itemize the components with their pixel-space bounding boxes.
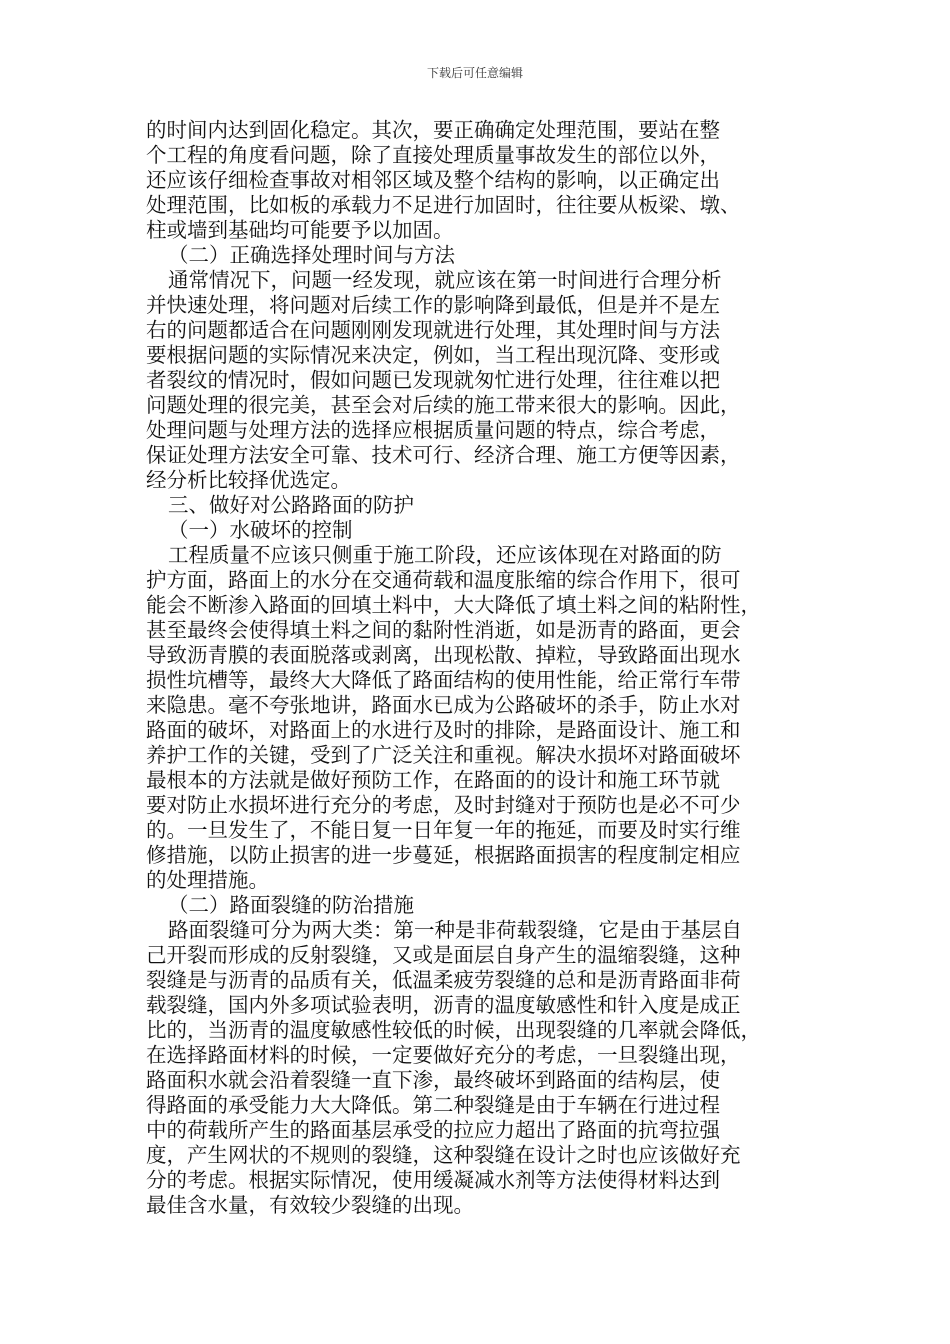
text-line: 分的考虑。根据实际情况，使用缓凝减水剂等方法使得材料达到 bbox=[146, 1168, 720, 1192]
document-body bbox=[146, 118, 806, 1218]
text-line: 比的，当沥青的温度敏感性较低的时候，出现裂缝的几率就会降低， bbox=[146, 1018, 761, 1042]
text-line: 路面积水就会沿着裂缝一直下渗，最终破坏到路面的结构层，使 bbox=[146, 1068, 720, 1092]
text-line: 处理范围，比如板的承载力不足进行加固时，往往要从板梁、墩、 bbox=[146, 193, 741, 217]
text-line: 处理问题与处理方法的选择应根据质量问题的特点，综合考虑， bbox=[146, 418, 720, 442]
page-header: 下载后可任意编辑 bbox=[426, 66, 523, 80]
text-line: 甚至最终会使得填土料之间的黏附性消逝，如是沥青的路面，更会 bbox=[146, 618, 741, 642]
text-line: 要对防止水损坏进行充分的考虑，及时封缝对于预防也是必不可少 bbox=[146, 793, 741, 817]
text-line: 载裂缝，国内外多项试验表明，沥青的温度敏感性和针入度是成正 bbox=[146, 993, 741, 1017]
text-line: 路面裂缝可分为两大类：第一种是非荷载裂缝，它是由于基层自 bbox=[168, 918, 742, 942]
text-line: 的时间内达到固化稳定。其次，要正确确定处理范围，要站在整 bbox=[146, 118, 720, 142]
text-line: 者裂纹的情况时，假如问题已发现就匆忙进行处理，往往难以把 bbox=[146, 368, 720, 392]
text-line: 右的问题都适合在问题刚刚发现就进行处理，其处理时间与方法 bbox=[146, 318, 720, 342]
text-line: 得路面的承受能力大大降低。第二种裂缝是由于车辆在行进过程 bbox=[146, 1093, 720, 1117]
text-line: 并快速处理，将问题对后续工作的影响降到最低，但是并不是左 bbox=[146, 293, 720, 317]
text-line: 最佳含水量，有效较少裂缝的出现。 bbox=[146, 1193, 474, 1217]
text-line: 问题处理的很完美，甚至会对后续的施工带来很大的影响。因此， bbox=[146, 393, 741, 417]
text-line: 护方面，路面上的水分在交通荷载和温度胀缩的综合作用下，很可 bbox=[146, 568, 741, 592]
text-line: 导致沥青膜的表面脱落或剥离，出现松散、掉粒，导致路面出现水 bbox=[146, 643, 741, 667]
text-line: 柱或墙到基础均可能要予以加固。 bbox=[146, 218, 454, 242]
text-line: 保证处理方法安全可靠、技术可行、经济合理、施工方便等因素， bbox=[146, 443, 741, 467]
text-line: 损性坑槽等，最终大大降低了路面结构的使用性能，给正常行车带 bbox=[146, 668, 741, 692]
text-line: 中的荷载所产生的路面基层承受的拉应力超出了路面的抗弯拉强 bbox=[146, 1118, 720, 1142]
text-line: 经分析比较择优选定。 bbox=[146, 468, 351, 492]
text-line: 要根据问题的实际情况来决定，例如，当工程出现沉降、变形或 bbox=[146, 343, 720, 367]
text-line: （一）水破坏的控制 bbox=[168, 518, 353, 542]
text-line: 裂缝是与沥青的品质有关，低温柔疲劳裂缝的总和是沥青路面非荷 bbox=[146, 968, 741, 992]
text-line: 在选择路面材料的时候，一定要做好充分的考虑，一旦裂缝出现， bbox=[146, 1043, 741, 1067]
text-line: 养护工作的关键，受到了广泛关注和重视。解决水损坏对路面破坏 bbox=[146, 743, 741, 767]
text-line: 通常情况下，问题一经发现，就应该在第一时间进行合理分析 bbox=[168, 268, 722, 292]
text-line: 工程质量不应该只侧重于施工阶段，还应该体现在对路面的防 bbox=[168, 543, 722, 567]
text-line: 三、做好对公路路面的防护 bbox=[168, 493, 414, 517]
text-line: 的处理措施。 bbox=[146, 868, 269, 892]
text-line: 个工程的角度看问题，除了直接处理质量事故发生的部位以外， bbox=[146, 143, 720, 167]
text-line: 己开裂而形成的反射裂缝，又或是面层自身产生的温缩裂缝，这种 bbox=[146, 943, 741, 967]
text-line: （二）正确选择处理时间与方法 bbox=[168, 243, 455, 267]
text-line: 度，产生网状的不规则的裂缝，这种裂缝在设计之时也应该做好充 bbox=[146, 1143, 741, 1167]
text-line: 路面的破坏，对路面上的水进行及时的排除，是路面设计、施工和 bbox=[146, 718, 741, 742]
text-line: 能会不断渗入路面的回填土料中，大大降低了填土料之间的粘附性， bbox=[146, 593, 761, 617]
text-line: （二）路面裂缝的防治措施 bbox=[168, 893, 414, 917]
text-line: 来隐患。毫不夸张地讲，路面水已成为公路破坏的杀手，防止水对 bbox=[146, 693, 741, 717]
text-line: 还应该仔细检查事故对相邻区域及整个结构的影响，以正确定出 bbox=[146, 168, 720, 192]
text-line: 最根本的方法就是做好预防工作，在路面的的设计和施工环节就 bbox=[146, 768, 720, 792]
text-line: 的。一旦发生了，不能日复一日年复一年的拖延，而要及时实行维 bbox=[146, 818, 741, 842]
text-line: 修措施，以防止损害的进一步蔓延，根据路面损害的程度制定相应 bbox=[146, 843, 741, 867]
